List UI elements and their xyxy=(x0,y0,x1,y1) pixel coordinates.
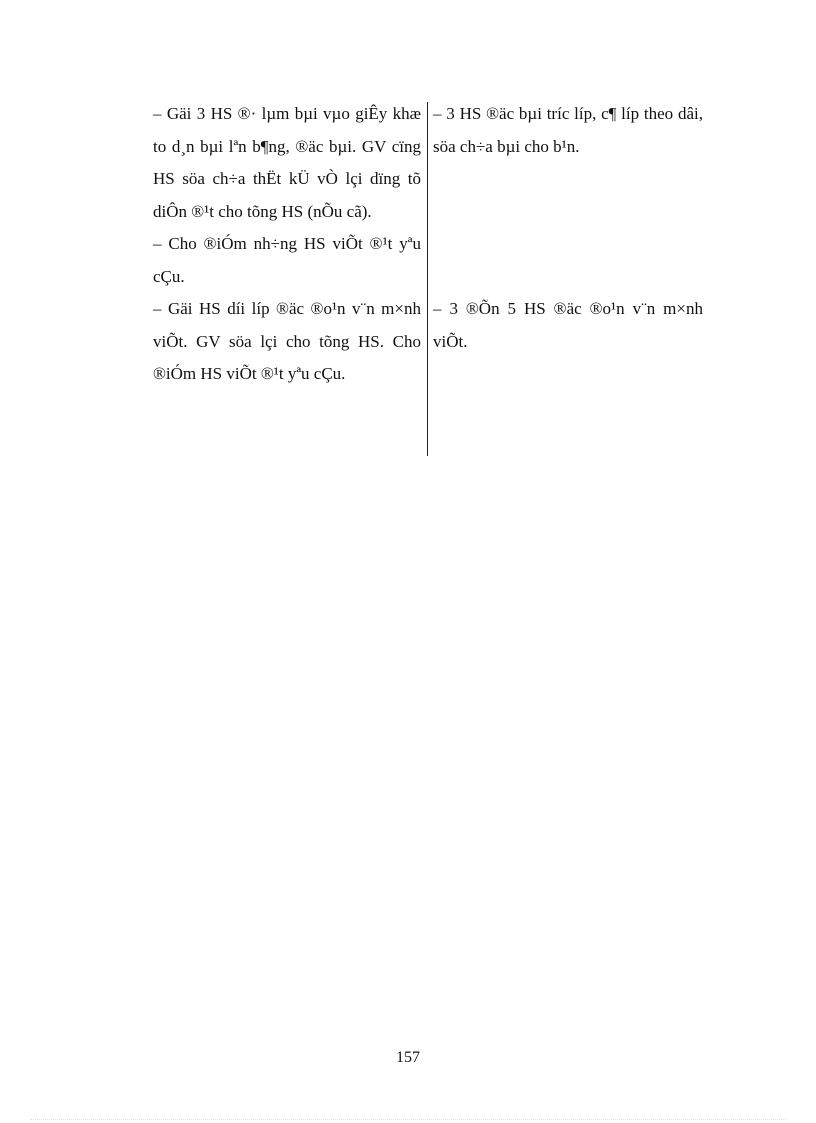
teacher-activity-3: – Gäi HS díi líp ®äc ®o¹n v¨n m×nh viÕt. GV söa lçi cho tõng HS. Cho ®iÓm HS viÕt ®¹t yªu cÇu. xyxy=(153,299,421,383)
teacher-activity-2: – Cho ®iÓm nh÷ng HS viÕt ®¹t yªu cÇu. xyxy=(153,234,421,286)
column-spacer xyxy=(433,163,703,293)
student-activities-column xyxy=(427,98,703,391)
lesson-activity-table xyxy=(153,98,703,391)
student-activity-2: – 3 ®Õn 5 HS ®äc ®o¹n v¨n m×nh viÕt. xyxy=(433,299,703,351)
student-activity-1: – 3 HS ®äc bµi tríc líp, c¶ líp theo dâi, söa ch÷a bµi cho b¹n. xyxy=(433,104,703,156)
teacher-activity-1: – Gäi 3 HS ®· lµm bµi vµo giÊy khæ to d¸n bµi lªn b¶ng, ®äc bµi. GV cïng HS söa ch÷a thËt kÜ vÒ lçi dïng tõ diÔn ®¹t cho tõng HS (nÕu cã). xyxy=(153,104,421,221)
column-divider xyxy=(427,102,428,456)
page-number: 157 xyxy=(396,1049,420,1066)
teacher-activities-column xyxy=(153,98,427,391)
bottom-dotted-rule xyxy=(30,1119,786,1120)
